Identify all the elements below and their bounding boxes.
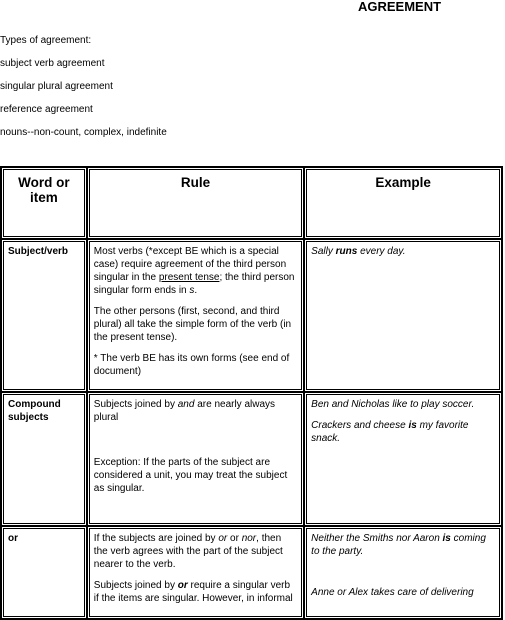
type-item: subject verb agreement bbox=[0, 58, 105, 69]
type-item: nouns--non-count, complex, indefinite bbox=[0, 127, 167, 138]
agreement-rules-table bbox=[0, 166, 503, 620]
document-title: AGREEMENT bbox=[358, 0, 442, 14]
types-heading: Types of agreement: bbox=[0, 35, 92, 46]
table-row bbox=[1, 526, 502, 619]
header-word-or-item: Word or item bbox=[1, 167, 87, 239]
example-cell: Neither the Smiths nor Aaron is coming to the party. Anne or Alex takes care of delivering bbox=[304, 526, 502, 619]
item-cell: Subject/verb bbox=[1, 239, 87, 392]
example-cell: Ben and Nicholas like to play soccer. Crackers and cheese is my favorite snack. bbox=[304, 392, 502, 526]
item-cell: or bbox=[1, 526, 87, 619]
table-row bbox=[1, 239, 502, 392]
type-item: reference agreement bbox=[0, 104, 93, 115]
rule-cell: Subjects joined by and are nearly always plural Exception: If the parts of the subject are considered a unit, you may treat the subject as singular. bbox=[87, 392, 304, 526]
rule-cell: If the subjects are joined by or or nor, then the verb agrees with the part of the subject nearer to the verb. Subjects joined by or require a singular verb if the items are singular. However, in informal bbox=[87, 526, 304, 619]
table-header-row bbox=[1, 167, 502, 239]
header-rule: Rule bbox=[87, 167, 304, 239]
table-row bbox=[1, 392, 502, 526]
present-tense-link[interactable]: present tense bbox=[158, 272, 220, 283]
rule-cell: Most verbs (*except BE which is a special case) require agreement of the third person singular in the present tense; the third person singular form ends in s. The other persons (first, second, and third plural) all take the simple form of the verb (in the present tense). * The verb BE has its own forms (see end of document) bbox=[87, 239, 304, 392]
type-item: singular plural agreement bbox=[0, 81, 113, 92]
example-cell: Sally runs every day. bbox=[304, 239, 502, 392]
header-example: Example bbox=[304, 167, 502, 239]
item-cell: Compound subjects bbox=[1, 392, 87, 526]
agreement-types-list bbox=[0, 29, 167, 144]
